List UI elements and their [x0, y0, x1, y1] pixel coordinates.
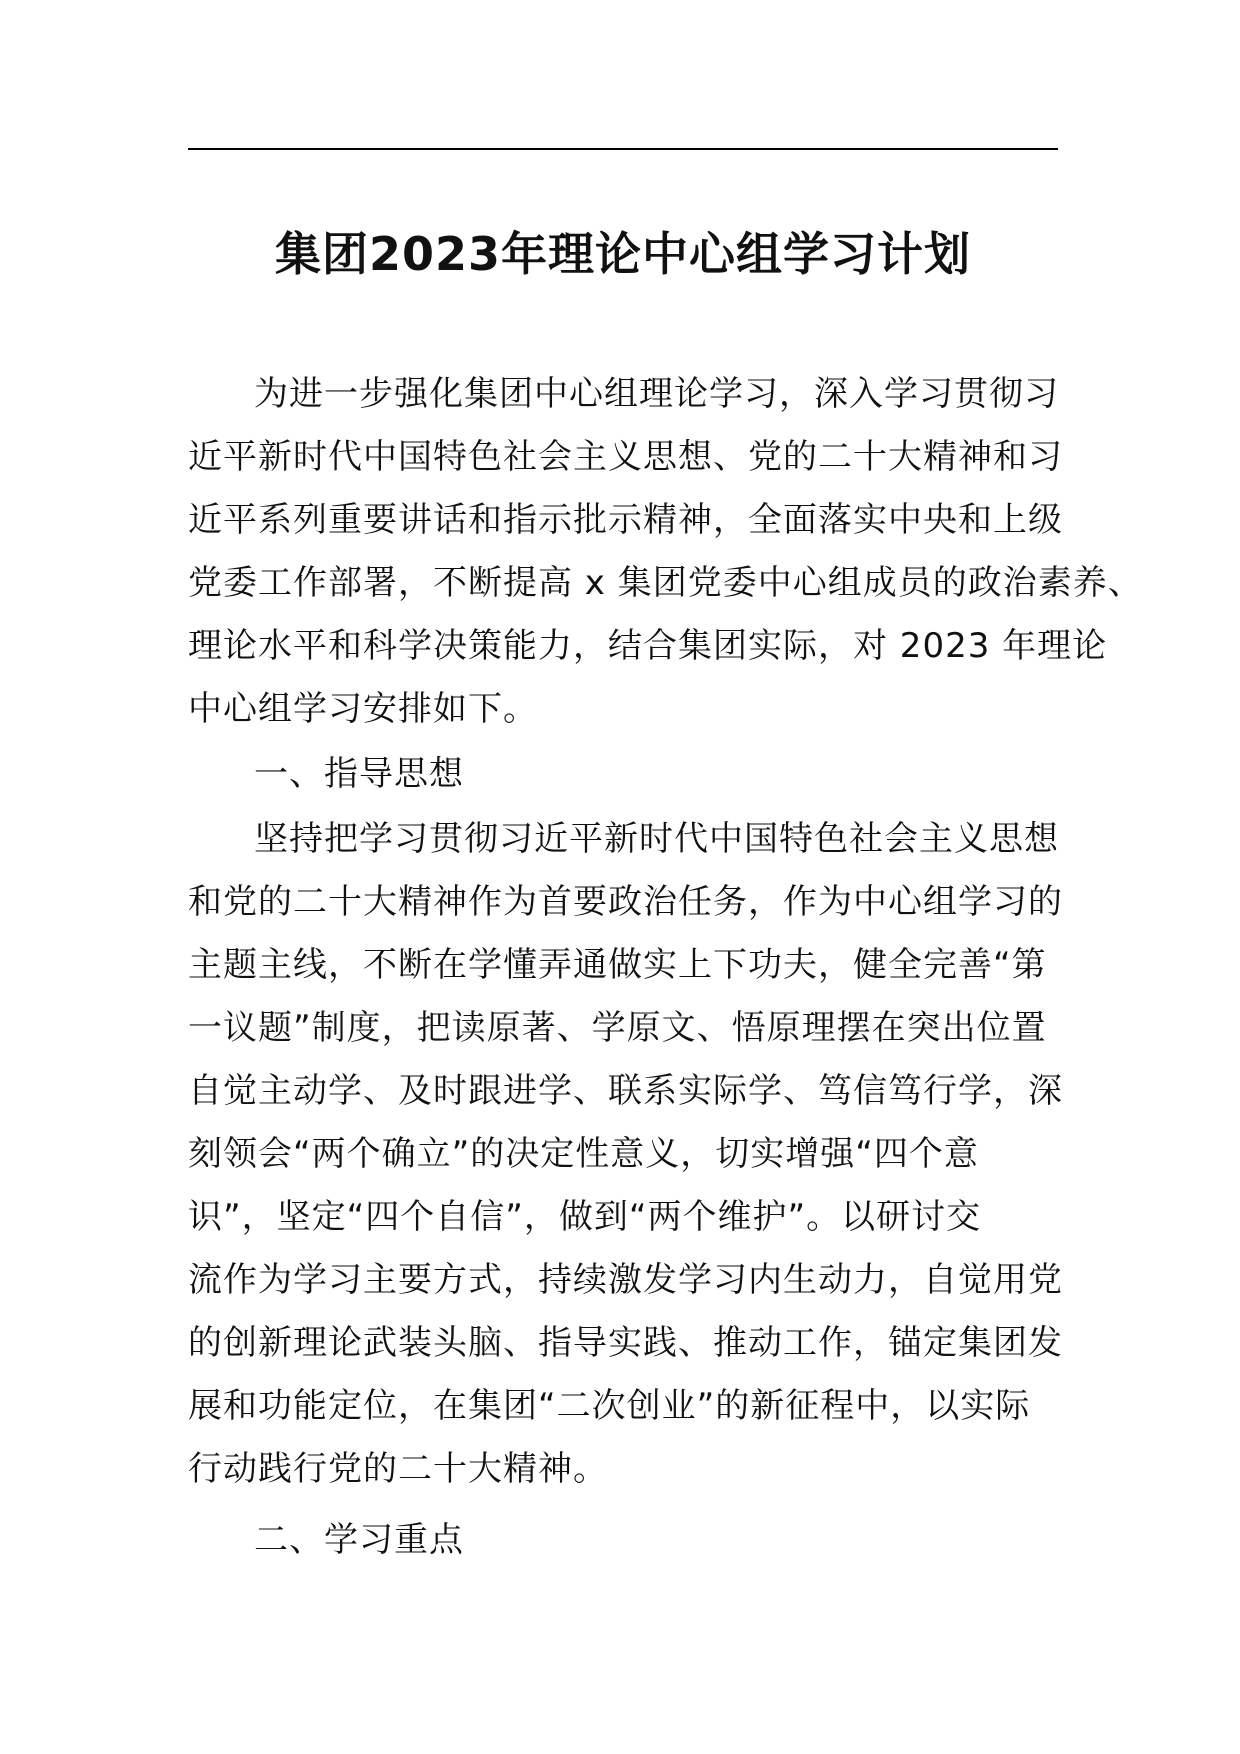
- paragraph-line: 理论水平和科学决策能力，结合集团实际，对 2023 年理论: [188, 626, 1108, 666]
- paragraph-line: 识”，坚定“四个自信”，做到“两个维护”。以研讨交: [188, 1197, 982, 1237]
- paragraph-line: 近平新时代中国特色社会主义思想、党的二十大精神和习: [188, 437, 1063, 477]
- paragraph-line: 和党的二十大精神作为首要政治任务，作为中心组学习的: [188, 882, 1063, 922]
- paragraph-line: 流作为学习主要方式，持续激发学习内生动力，自觉用党: [188, 1260, 1063, 1300]
- paragraph-line: 主题主线，不断在学懂弄通做实上下功夫，健全完善“第: [188, 945, 1047, 985]
- section-heading: 一、指导思想: [254, 754, 464, 794]
- top-horizontal-rule: [188, 148, 1058, 150]
- document-title: 集团2023年理论中心组学习计划: [274, 227, 972, 281]
- paragraph-line: 坚持把学习贯彻习近平新时代中国特色社会主义思想: [254, 819, 1059, 859]
- paragraph-line: 自觉主动学、及时跟进学、联系实际学、笃信笃行学，深: [188, 1071, 1063, 1111]
- paragraph-line: 行动践行党的二十大精神。: [188, 1449, 608, 1489]
- paragraph-line: 展和功能定位，在集团“二次创业”的新征程中，以实际: [188, 1386, 1031, 1426]
- paragraph-line: 刻领会“两个确立”的决定性意义，切实增强“四个意: [188, 1134, 979, 1174]
- paragraph-line: 的创新理论武装头脑、指导实践、推动工作，锚定集团发: [188, 1323, 1063, 1363]
- paragraph-line: 党委工作部署，不断提高 x 集团党委中心组成员的政治素养、: [188, 563, 1143, 603]
- paragraph-line: 中心组学习安排如下。: [188, 689, 538, 729]
- paragraph-line: 为进一步强化集团中心组理论学习，深入学习贯彻习: [254, 374, 1059, 414]
- paragraph-line: 近平系列重要讲话和指示批示精神，全面落实中央和上级: [188, 500, 1063, 540]
- paragraph-line: 一议题”制度，把读原著、学原文、悟原理摆在突出位置: [188, 1008, 1047, 1048]
- section-heading: 二、学习重点: [254, 1520, 464, 1560]
